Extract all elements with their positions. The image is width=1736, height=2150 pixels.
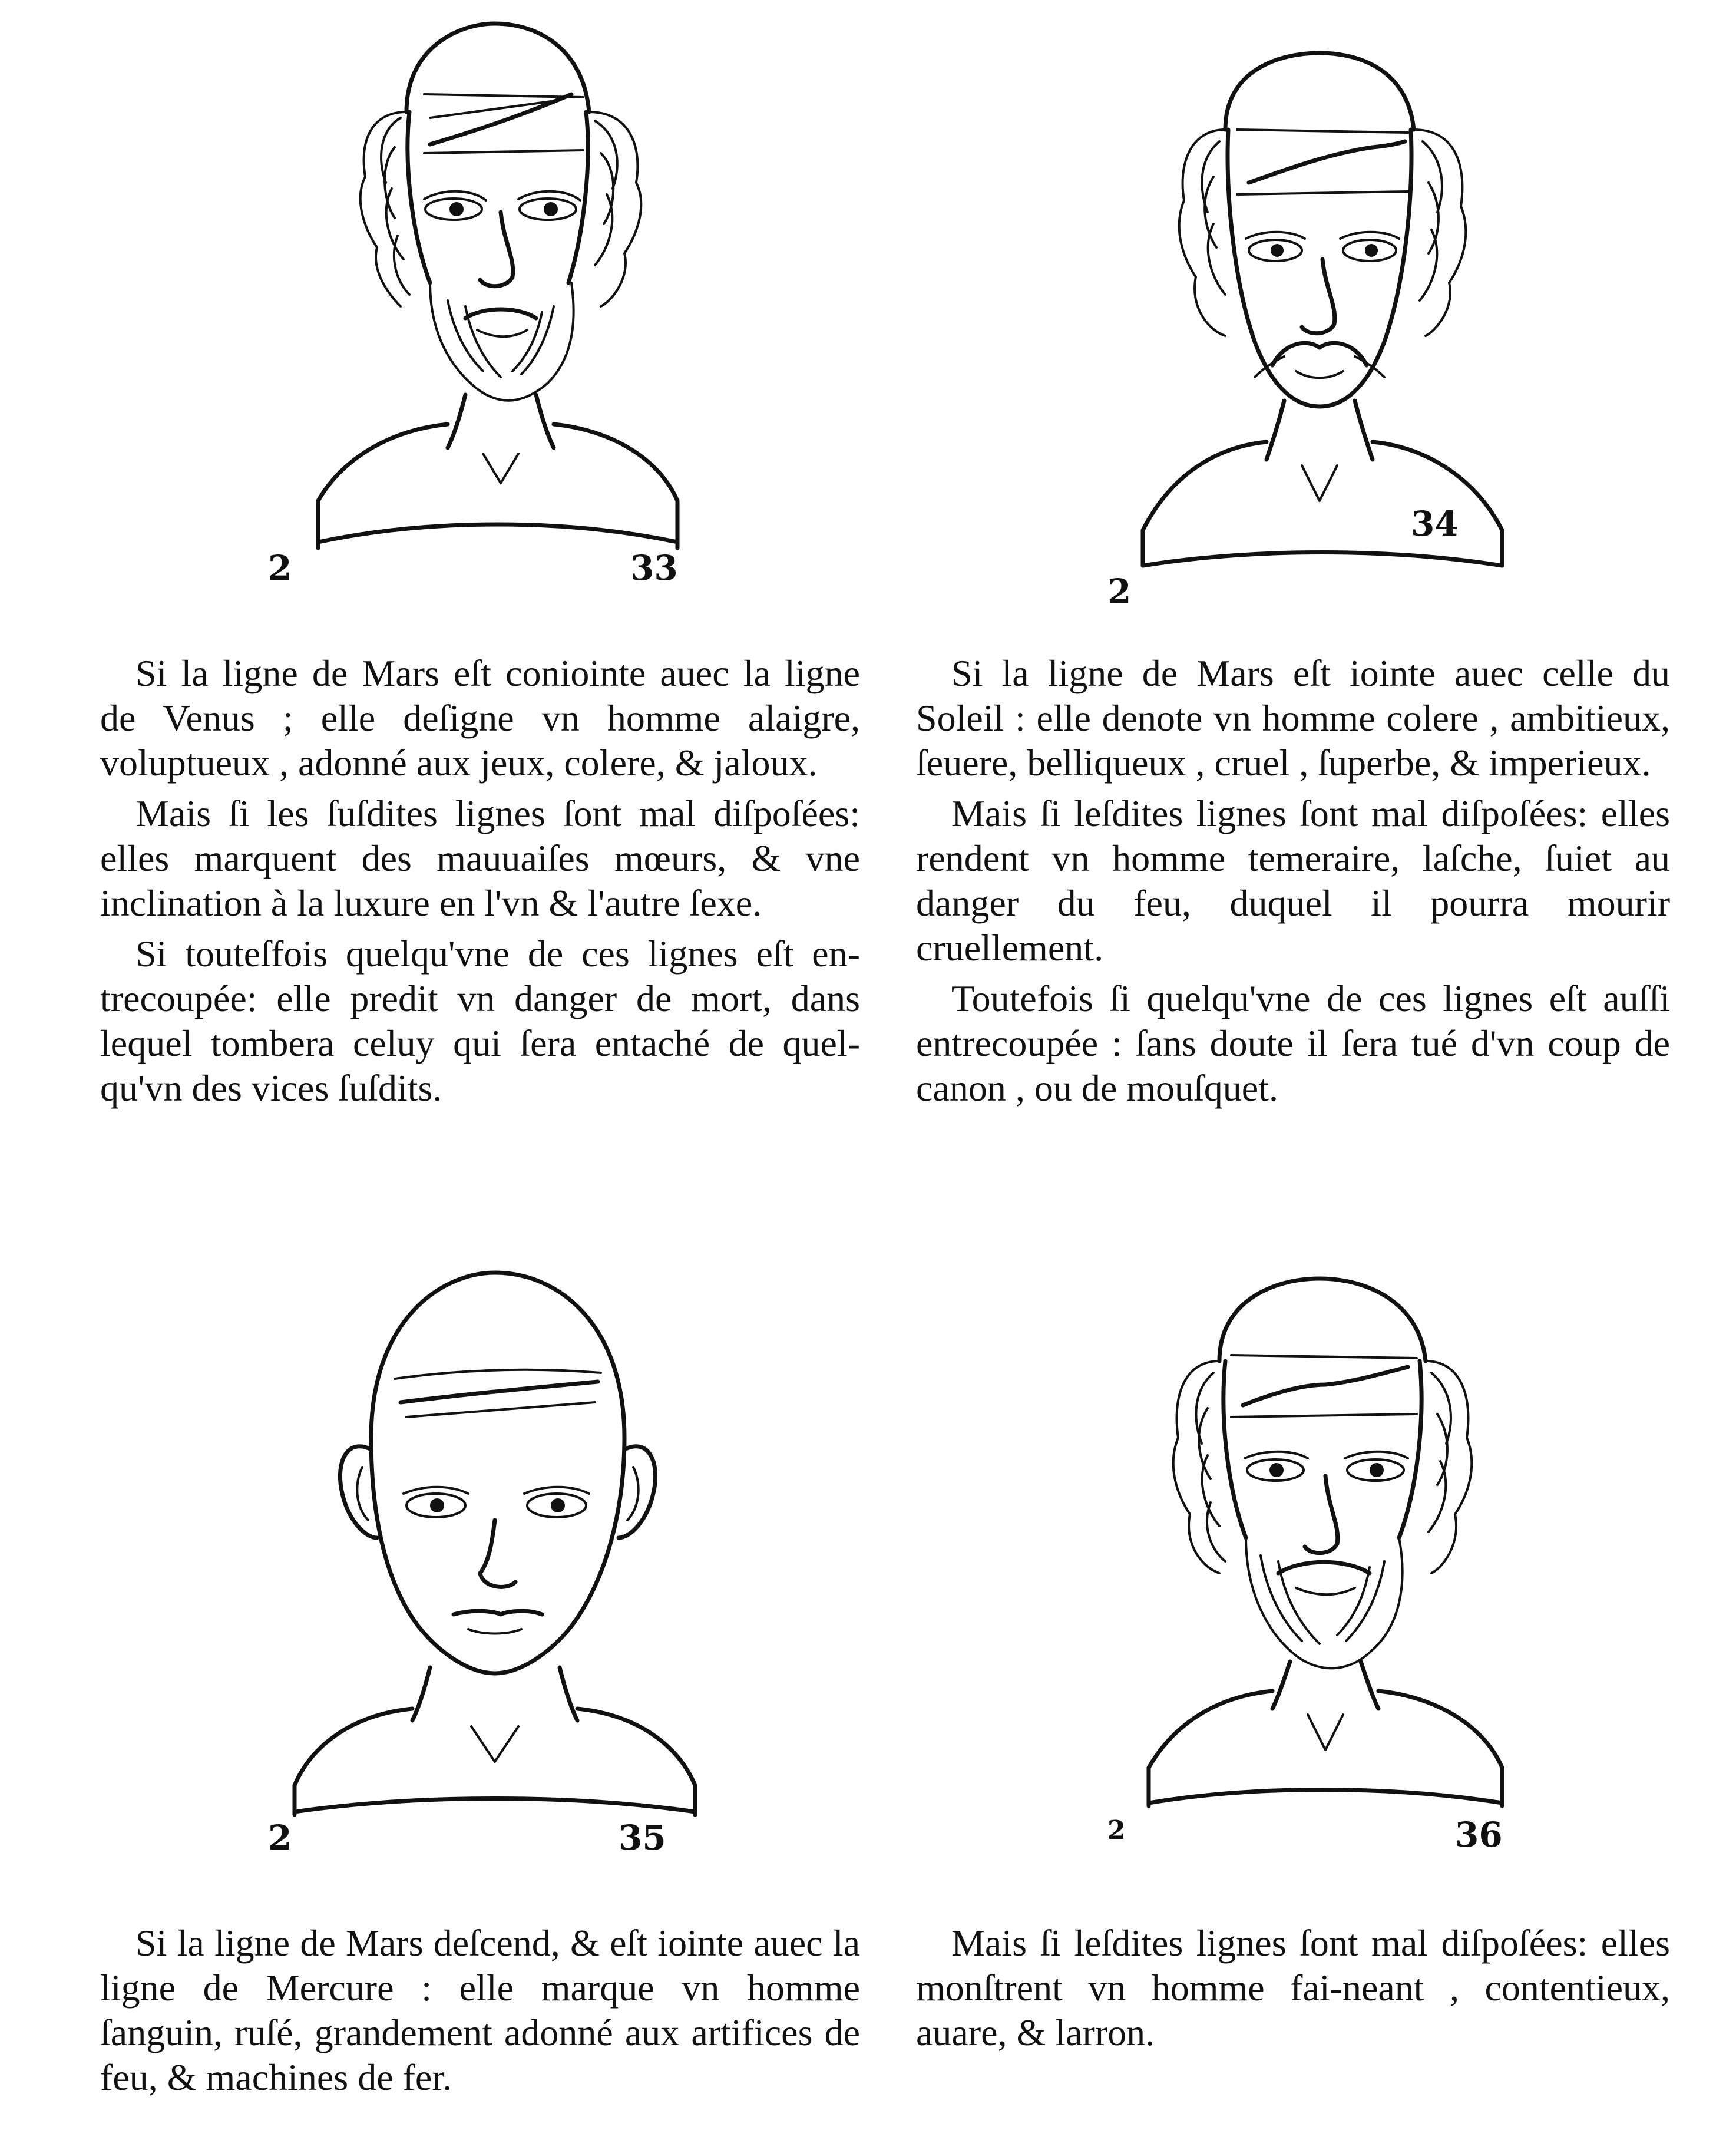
plate-35-left-number: 2 — [268, 1818, 292, 1858]
bearded-old-man-portrait-icon — [1078, 1267, 1561, 1821]
plate-33-left-number: 2 — [268, 548, 292, 588]
plate-36-paragraph-1: Mais ſi leſdites lignes ſont mal diſpoſées: elles monſtrent vn homme fai-neant , contentieux, auare, & larron. — [916, 1922, 1670, 2053]
bearded-old-man-portrait-icon — [253, 12, 736, 566]
plate-34-left-number: 2 — [1107, 572, 1132, 612]
plate-35-caption — [100, 1921, 860, 2106]
plate-33-paragraph-2: Mais ſi les ſuſdites lignes ſont mal diſpoſées: elles marquent des mauuaiſes mœurs, & vne inclination à la luxure en l'vn & l'autre ſexe. — [100, 792, 860, 924]
plate-36-left-number: 2 — [1107, 1815, 1126, 1845]
plate-34-right-number: 34 — [1411, 504, 1459, 544]
portrait-35-figure — [253, 1261, 736, 1827]
plate-33-paragraph-3: Si touteſfois quelqu'vne de ces lignes eſt entrecoupée: elle predit vn danger de mort, dans lequel tombera celuy qui ſera entaché de quelqu'vn des vices ſuſdits. — [100, 933, 860, 1109]
portrait-36-figure — [1078, 1267, 1561, 1821]
plate-33-caption — [100, 651, 860, 1117]
plate-34-paragraph-1: Si la ligne de Mars eſt iointe auec celle du Soleil : elle denote vn homme colere , ambitieux, ſeuere, belliqueux , cruel , ſuperbe, & imperieux. — [916, 652, 1670, 784]
plate-33-right-number: 33 — [630, 548, 678, 588]
plate-36-right-number: 36 — [1455, 1815, 1503, 1855]
portrait-33-figure — [253, 12, 736, 566]
mustached-old-man-portrait-icon — [1078, 35, 1561, 589]
portrait-34-figure — [1078, 35, 1561, 589]
plate-36-caption — [916, 1921, 1670, 2061]
plate-34-paragraph-2: Mais ſi leſdites lignes ſont mal diſpoſées: elles rendent vn homme temeraire, laſche, ſuiet au danger du feu, duquel il pourra mourir cruellement. — [916, 792, 1670, 969]
plate-33-paragraph-1: Si la ligne de Mars eſt coniointe auec la ligne de Venus ; elle deſigne vn homme alaigre, voluptueux , adonné aux jeux, colere, & jaloux. — [100, 652, 860, 784]
plate-35-paragraph-1: Si la ligne de Mars deſcend, & eſt iointe auec la ligne de Mercure : elle marque vn homme ſanguin, ruſé, grandement adonné aux artifices de feu, & machines de fer. — [100, 1922, 860, 2098]
plate-35-right-number: 35 — [619, 1818, 666, 1858]
bald-young-man-portrait-icon — [253, 1261, 736, 1827]
plate-34-caption — [916, 651, 1670, 1117]
plate-34-paragraph-3: Toutefois ſi quelqu'vne de ces lignes eſt auſſi entrecoupée : ſans doute il ſera tué d'vn coup de canon , ou de mouſquet. — [916, 977, 1670, 1109]
